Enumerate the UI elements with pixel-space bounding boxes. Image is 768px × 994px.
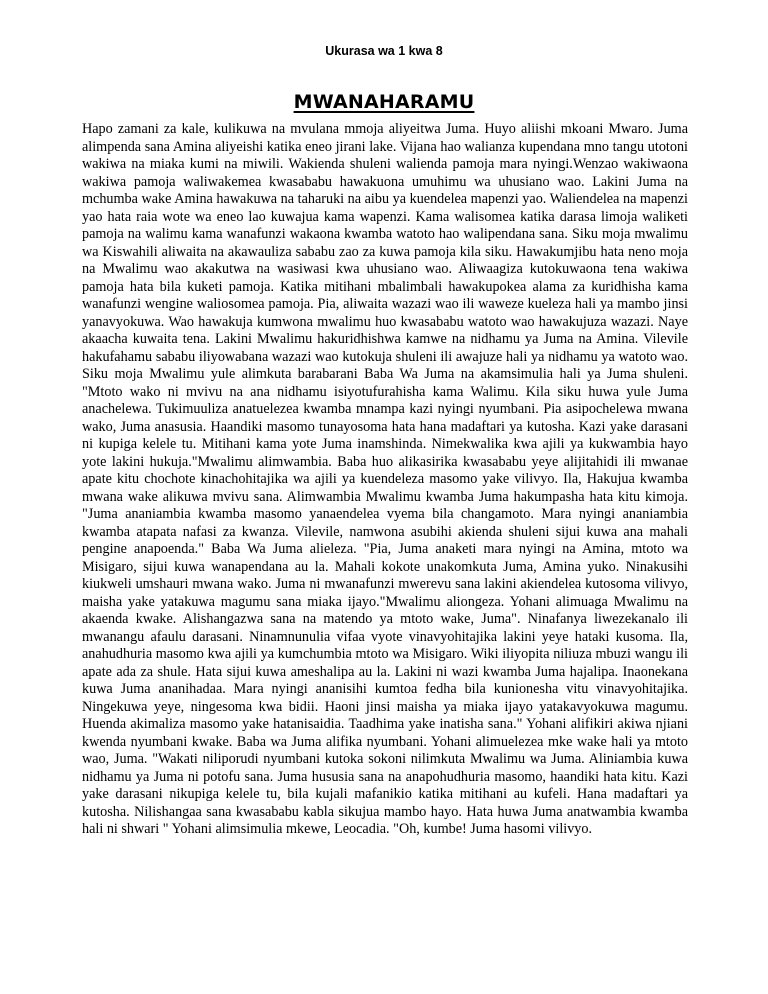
page-number-label: Ukurasa wa 1 kwa 8 xyxy=(325,44,443,58)
page-header xyxy=(0,43,768,59)
document-title-text: MWANAHARAMU xyxy=(293,91,475,113)
document-title xyxy=(0,89,768,115)
story-body-paragraph: Hapo zamani za kale, kulikuwa na mvulana mmoja aliyeitwa Juma. Huyo aliishi mkoani Mwaro. Juma alimpenda sana Amina aliyeishi katika eneo jirani lake. Vijana hao walianza kupendana mno tangu utotoni wakiwa na miaka kumi na miwili. Wakienda shuleni walienda pamoja mara nyingi.Wenzao wakiwaona wakiwa pamoja waliwakemea kwasababu hawakuona umuhimu wa uhusiano wao. Lakini Juma na mchumba wake Amina hawakuwa na taharuki na aibu ya kuendelea mapenzi yao. Waliendelea na mapenzi yao hata raia wote wa eneo lao kuwajua kama wapenzi. Kama walisomea katika darasa limoja waliketi pamoja na walimu kama wanafunzi wakaona kwamba watoto hao walipendana sana. Siku moja mwalimu wa Kiswahili aliwaita na akawauliza sababu zao za kuwa pamoja kila siku. Hawakumjibu hata neno moja na Mwalimu wao akakutwa na wasiwasi kwa uhusiano wao. Aliwaagiza kutokuwaona tena wakiwa pamoja hata bila kuketi pamoja. Katika mitihani mbalimbali hawakupokea alama za kuridhisha kama wanafunzi wengine waliosomea pamoja. Pia, aliwaita wazazi wao ili waweze kueleza hali ya mambo jinsi yanavyokuwa. Wao hawakuja kumwona mwalimu huo kwasababu watoto wao hawakujuza wazazi. Naye akaacha kuwaita tena. Lakini Mwalimu hakuridhishwa kamwe na nidhamu ya Juma na Amina. Vilevile hakufahamu sababu iliyowabana wazazi wao kutokuja shuleni ili awajuze hali ya nidhamu ya watoto wao. Siku moja Mwalimu yule alimkuta barabarani Baba Wa Juma na akamsimulia hali ya Juma shuleni. "Mtoto wako ni mvivu na ana nidhamu isiyotufurahisha kama Walimu. Kila siku huwa yule Juma anachelewa. Tukimuuliza anatuelezea kwamba mnampa kazi nyingi nyumbani. Pia asipochelewa mwana wako, Juma anasusia. Haandiki masomo tunayosoma hata hana madaftari ya kutosha. Kazi yake darasani ni kupiga kelele tu. Mitihani kama yote Juma inamshinda. Nimekwalika kwa ajili ya kukwambia hayo yote lakini hukuja."Mwalimu alimwambia. Baba huo alikasirika kwasababu yeye alijitahidi ili mwanae apate kitu chochote kinachohitajika wa ajili ya kuendeleza masomo yake vilivyo. Ila, Hakujua kwamba mwana wake alikuwa mvivu sana. Alimwambia Mwalimu kwamba Juma hakumpasha hata kitu kimoja. "Juma ananiambia kwamba masomo yanaendelea vyema bila changamoto. Mara nyingi ananiambia kwamba atapata nafasi za kwanza. Vilevile, namwona asubihi akienda shuleni sijui kuwa ana mahali pengine anapoenda." Baba Wa Juma alieleza. "Pia, Juma anaketi mara nyingi na Amina, mtoto wa Misigaro, sijui kuwa wanapendana au la. Mahali kokote unakomkuta Juma, Amina yuko. Ninakusihi kiukweli umshauri mwana wako. Juma ni mwanafunzi mwerevu sana lakini akiendelea kutosoma vilivyo, maisha yake yatakuwa magumu sana miaka ijayo."Mwalimu aliongeza. Yohani alimuaga Mwalimu na akaenda kwake. Alishangazwa sana na matendo ya mtoto wake, Juma". Ninafanya liwezekanalo ili mwanangu afaulu darasani. Ninamnunulia vifaa vyote vinavyohitajika lakini yeye hataki kusoma. Ila, anahudhuria masomo kwa ajili ya kumchumbia mtoto wa Misigaro. Wiki iliyopita niliuza mbuzi wangu ili apate ada za shule. Hata sijui kuwa ameshalipa au la. Lakini ni wazi kwamba Juma hajalipa. Inaonekana kuwa Juma ananihadaa. Mara nyingi ananisihi kumtoa fedha bila kunionesha vitu vinavyohitajika. Ningekuwa yeye, ningesoma kwa bidii. Haoni jinsi maisha ya miaka ijayo yatakavyokuwa magumu. Huenda akimaliza masomo yake hatanisaidia. Taadhima yake inatisha sana." Yohani alifikiri akiwa njiani kwenda nyumbani kwake. Baba wa Juma alifika nyumbani. Yohani alimuelezea mke wake hali ya mtoto wao, Juma. "Wakati niliporudi nyumbani kutoka sokoni nilimkuta Mwalimu wa Juma. Aliniambia kuwa nidhamu ya Juma ni potofu sana. Juma hususia sana na anapohudhuria masomo, haandiki hata kitu. Kazi yake darasani nikupiga kelele tu, bila kujali mafanikio katika mitihani au kufeli. Hana madaftari ya kutosha. Nilishangaa sana kwasababu kabla sikujua mambo hayo. Hata huwa Juma anatwambia kwamba hali ni shwari " Yohani alimsimulia mkewe, Leocadia. "Oh, kumbe! Juma hasomi vilivyo. xyxy=(82,121,688,837)
